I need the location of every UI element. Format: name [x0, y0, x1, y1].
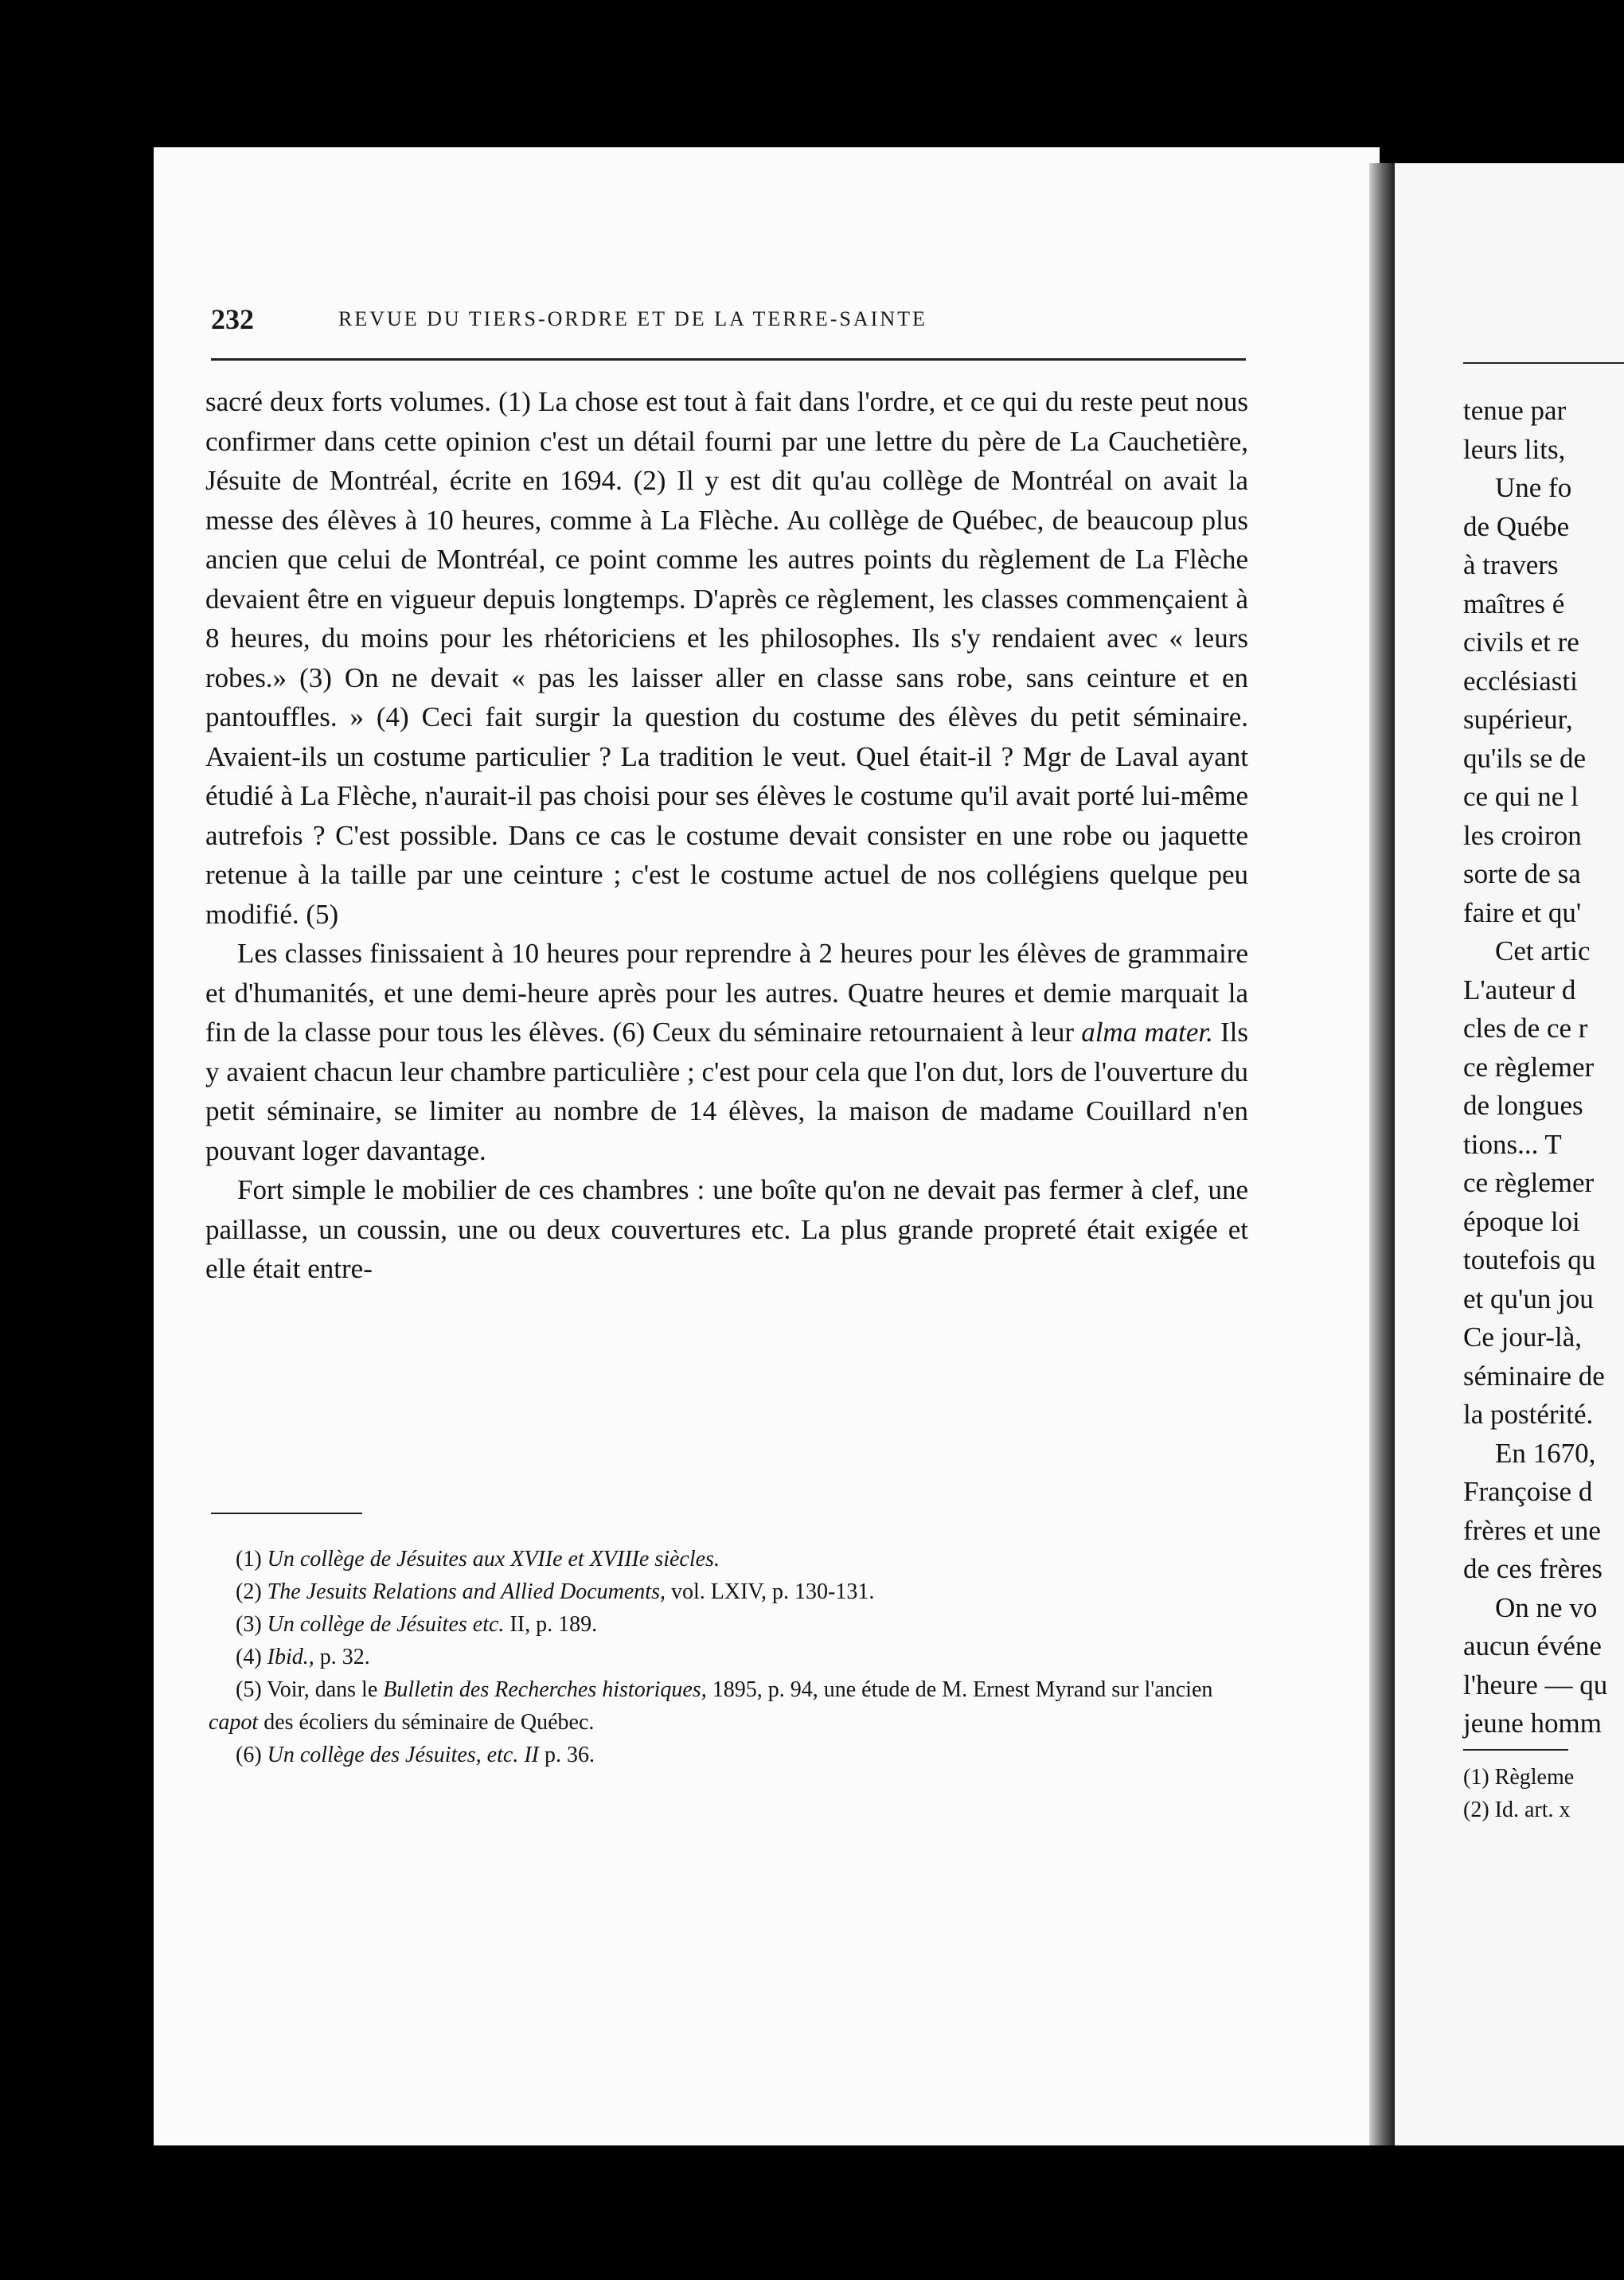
right-page-line: Françoise d	[1463, 1476, 1593, 1507]
right-page-line: sorte de sa	[1463, 858, 1581, 889]
right-page-line: de Québe	[1463, 510, 1570, 542]
right-page-line: ce règlemer	[1463, 1051, 1595, 1083]
right-page-line: ce qui ne l	[1463, 781, 1579, 812]
page-number: 232	[211, 303, 254, 335]
page-header	[211, 303, 1246, 342]
right-page-line: aucun événe	[1463, 1630, 1602, 1661]
footnote-1	[209, 1543, 1243, 1575]
footnote-5-title: Bulletin des Recherches historiques,	[383, 1677, 707, 1702]
footnote-5-part-b: 1895, p. 94, une étude de M. Ernest Myrand sur l'ancien	[706, 1677, 1213, 1702]
right-page-line: toutefois qu	[1463, 1244, 1596, 1275]
right-page-line: supérieur,	[1463, 704, 1573, 735]
right-page-line: maîtres é	[1463, 588, 1565, 619]
right-page-line: frères et une	[1463, 1514, 1601, 1546]
right-page-line: Ce jour-là,	[1463, 1322, 1582, 1353]
right-page-line: les croiron	[1463, 819, 1582, 851]
right-page-line: civils et re	[1463, 627, 1579, 658]
footnote-rule	[211, 1513, 362, 1514]
paragraph-3: Fort simple le mobilier de ces chambres : une boîte qu'on ne devait pas fermer à clef, une paillasse, un coussin, une ou deux couvertures etc. La plus grande propreté était exigée et elle était entre-	[205, 1174, 1248, 1284]
footnote-4-rest: p. 32.	[314, 1645, 370, 1669]
footnote-1-number: (1)	[236, 1547, 267, 1571]
right-page-line: de ces frères	[1463, 1553, 1603, 1584]
header-rule	[211, 358, 1246, 361]
footnote-6-number: (6)	[236, 1743, 267, 1767]
right-page-line: de longues	[1463, 1090, 1583, 1121]
paragraph-1: sacré deux forts volumes. (1) La chose est tout à fait dans l'ordre, et ce qui du reste peut nous confirmer dans cette opinion c'est un détail fourni par une lettre du père de La Cauchetière, Jésuite de Montréal, écrite en 1694. (2) Il y est dit qu'au collège de Montréal on avait la messe des élèves à 10 heures, comme à La Flèche. Au collège de Québec, de beaucoup plus ancien que celui de Montréal, ce point comme les autres points du règlement de La Flèche devaient être en vigueur depuis longtemps. D'après ce règlement, les classes commençaient à 8 heures, du moins pour les rhétoriciens et les philosophes. Ils s'y rendaient avec « leurs robes.» (3) On ne devait « pas les laisser aller en classe sans robe, sans ceinture et en pantouffles. » (4) Ceci fait surgir la question du costume des élèves du petit séminaire. Avaient-ils un costume particulier ? La tradition le veut. Quel était-il ? Mgr de Laval ayant étudié à La Flèche, n'aurait-il pas choisi pour ses élèves le costume qu'il avait porté lui-même autrefois ? C'est possible. Dans ce cas le costume devait consister en une robe ou jaquette retenue à la taille par une ceinture ; c'est le costume actuel de nos collégiens quelque peu modifié. (5)	[205, 386, 1248, 930]
right-page-line: l'heure — qu	[1463, 1669, 1608, 1700]
right-page-footnotes	[1463, 1761, 1624, 1826]
main-text	[205, 382, 1248, 1289]
footnote-1-title: Un collège de Jésuites aux XVIIe et XVIIIe siècles.	[267, 1547, 720, 1571]
paragraph-2-italic: alma mater.	[1081, 1017, 1213, 1048]
footnote-4	[209, 1641, 1243, 1673]
right-page-line: faire et qu'	[1463, 896, 1582, 928]
right-page-line: séminaire de	[1463, 1360, 1605, 1392]
right-page-line: ecclésiasti	[1463, 665, 1578, 697]
right-page-footnote-rule	[1463, 1749, 1568, 1751]
right-page-text	[1463, 392, 1624, 1743]
right-page-line: Cet artic	[1495, 935, 1591, 966]
right-page-line: jeune homm	[1463, 1708, 1602, 1739]
footnotes	[209, 1543, 1243, 1771]
right-page-line: En 1670,	[1495, 1437, 1596, 1469]
footnote-4-number: (4)	[236, 1645, 267, 1669]
footnote-6	[209, 1739, 1243, 1771]
footnote-6-rest: p. 36.	[538, 1743, 595, 1767]
right-page-header-rule	[1463, 362, 1624, 364]
right-page-line: ce règlemer	[1463, 1167, 1595, 1198]
right-page-line: tenue par	[1463, 395, 1567, 426]
book-gutter	[1369, 163, 1395, 2145]
footnote-3-title: Un collège de Jésuites etc.	[267, 1612, 505, 1637]
right-page-line: Une fo	[1495, 472, 1572, 503]
footnote-2-rest: vol. LXIV, p. 130-131.	[665, 1579, 875, 1604]
footnote-2	[209, 1575, 1243, 1608]
right-page-line: la postérité.	[1463, 1399, 1594, 1430]
right-page-line: cles de ce r	[1463, 1013, 1588, 1044]
footnote-2-number: (2)	[236, 1579, 267, 1604]
right-page-line: tions... T	[1463, 1128, 1562, 1160]
running-title: REVUE DU TIERS-ORDRE ET DE LA TERRE-SAINTE	[338, 307, 927, 330]
footnote-3	[209, 1608, 1243, 1641]
footnote-5-part-a: (5) Voir, dans le	[236, 1677, 384, 1702]
right-page-line: époque loi	[1463, 1205, 1580, 1237]
right-page-line: et qu'un jou	[1463, 1282, 1594, 1314]
footnote-5-part-c: des écoliers du séminaire de Québec.	[258, 1710, 595, 1735]
right-page-line: leurs lits,	[1463, 433, 1566, 465]
paragraph-2-part-a: Les classes finissaient à 10 heures pour reprendre à 2 heures pour les élèves de grammaire et d'humanités, et une demi-heure après pour les autres. Quatre heures et demie marquait la fin de la classe pour tous les élèves. (6) Ceux du séminaire retournaient à leur	[205, 938, 1248, 1048]
footnote-5	[209, 1673, 1243, 1739]
footnote-3-number: (3)	[236, 1612, 267, 1637]
paragraph-2-part-b: Ils y avaient chacun leur chambre particulière ; c'est pour cela que l'on dut, lors de l'ouverture du petit séminaire, se limiter au nombre de 14 élèves, la maison de madame Couillard n'en pouvant loger davantage.	[205, 1017, 1248, 1166]
right-page-line: à travers	[1463, 549, 1559, 580]
right-page-line: qu'ils se de	[1463, 742, 1587, 774]
footnote-4-title: Ibid.,	[267, 1645, 314, 1669]
footnote-6-title: Un collège des Jésuites, etc. II	[267, 1743, 539, 1767]
right-page-footnote: (2) Id. art. x	[1463, 1798, 1571, 1822]
right-page-line: L'auteur d	[1463, 974, 1576, 1005]
footnote-3-rest: II, p. 189.	[504, 1612, 598, 1637]
paragraph-2	[205, 934, 1248, 1170]
right-page-footnote: (1) Règleme	[1463, 1765, 1575, 1790]
right-page-line: On ne vo	[1495, 1591, 1598, 1623]
footnote-2-title: The Jesuits Relations and Allied Documents,	[267, 1579, 666, 1604]
footnote-5-italic: capot	[209, 1710, 259, 1735]
